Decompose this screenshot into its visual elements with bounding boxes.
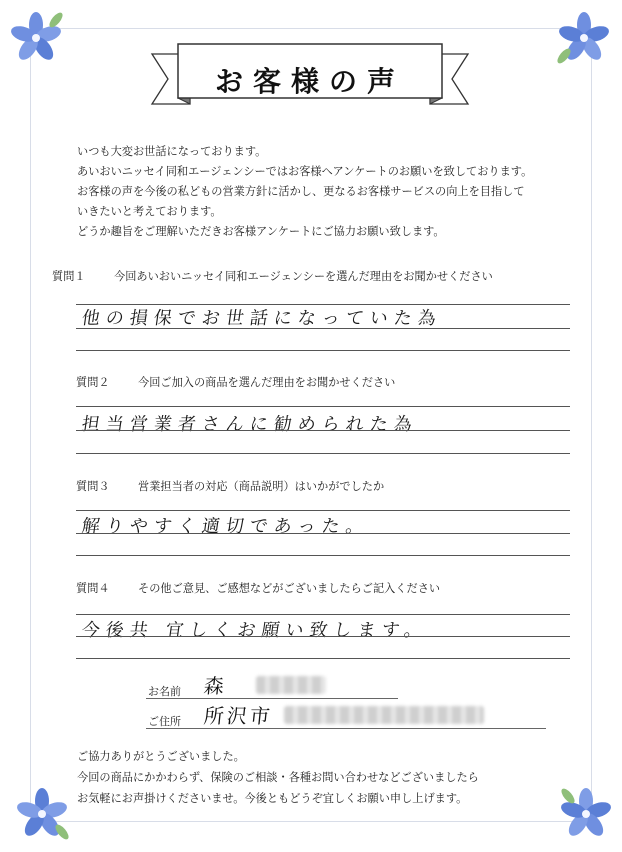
closing-line: お気軽にお声掛けくださいませ。今後ともどうぞ宜しくお願い申し上げます。 [77, 792, 468, 805]
question-text: 今回あいおいニッセイ同和エージェンシーを選んだ理由をお聞かせください [114, 270, 493, 283]
intro-line: いきたいと考えております。 [77, 205, 222, 218]
answer-line [76, 533, 570, 534]
question-4 [76, 580, 606, 596]
answer-line [76, 658, 570, 659]
intro-line: どうか趣旨をご理解いただきお客様アンケートにご協力お願い致します。 [77, 225, 445, 238]
answer-line [76, 350, 570, 351]
intro-line: あいおいニッセイ同和エージェンシーではお客様へアンケートのお願いを致しております。 [77, 165, 533, 178]
handwritten-answer: 他の損保でお世話になっていた為 [80, 308, 444, 329]
closing-text [77, 746, 479, 809]
redacted-address [284, 706, 484, 724]
question-3 [76, 478, 606, 494]
question-1 [52, 268, 582, 329]
question-number: 質問１ [52, 270, 86, 283]
address-label: ご住所 [148, 715, 181, 728]
closing-line: ご協力ありがとうございました。 [77, 750, 245, 763]
question-header [52, 268, 582, 284]
closing-line: 今回の商品にかかわらず、保険のご相談・各種お問い合わせなどございましたら [77, 771, 479, 784]
handwritten-answer: 今後共 宜しくお願い致します。 [80, 620, 430, 641]
question-number: 質問４ [76, 582, 110, 595]
name-line [146, 698, 398, 699]
answer-line [76, 453, 570, 454]
answer-line [76, 510, 570, 511]
question-2 [76, 374, 606, 390]
question-header [76, 374, 606, 390]
redacted-name [256, 676, 326, 694]
question-header [76, 580, 606, 596]
answer-line [76, 636, 570, 637]
answer-line [76, 304, 570, 305]
title-banner [150, 40, 470, 118]
name-value: 森 [202, 674, 229, 698]
answer-line [76, 430, 570, 431]
question-text: 今回ご加入の商品を選んだ理由をお聞かせください [138, 376, 396, 389]
question-number: 質問２ [76, 376, 110, 389]
address-line [146, 728, 546, 729]
handwritten-answer: 解りやすく適切であった。 [80, 516, 372, 537]
intro-line: お客様の声を今後の私どもの営業方針に活かし、更なるお客様サービスの向上を目指して [77, 185, 525, 198]
name-label: お名前 [148, 685, 181, 698]
answer-line [76, 328, 570, 329]
page-title: お客様の声 [214, 65, 405, 98]
question-header [76, 478, 606, 494]
flower-icon [556, 10, 612, 66]
intro-text [77, 142, 577, 242]
flower-icon [8, 10, 64, 66]
address-value: 所沢市 [202, 704, 275, 728]
answer-line [76, 614, 570, 615]
answer-line [76, 406, 570, 407]
flower-icon [14, 786, 70, 842]
question-number: 質問３ [76, 480, 110, 493]
handwritten-answer: 担当営業者さんに勧められた為 [80, 414, 420, 435]
answer-line [76, 555, 570, 556]
question-text: 営業担当者の対応（商品説明）はいかがでしたか [138, 480, 385, 493]
flower-icon [558, 786, 614, 842]
question-text: その他ご意見、ご感想などがございましたらご記入ください [138, 582, 441, 595]
intro-line: いつも大変お世話になっております。 [77, 145, 267, 158]
